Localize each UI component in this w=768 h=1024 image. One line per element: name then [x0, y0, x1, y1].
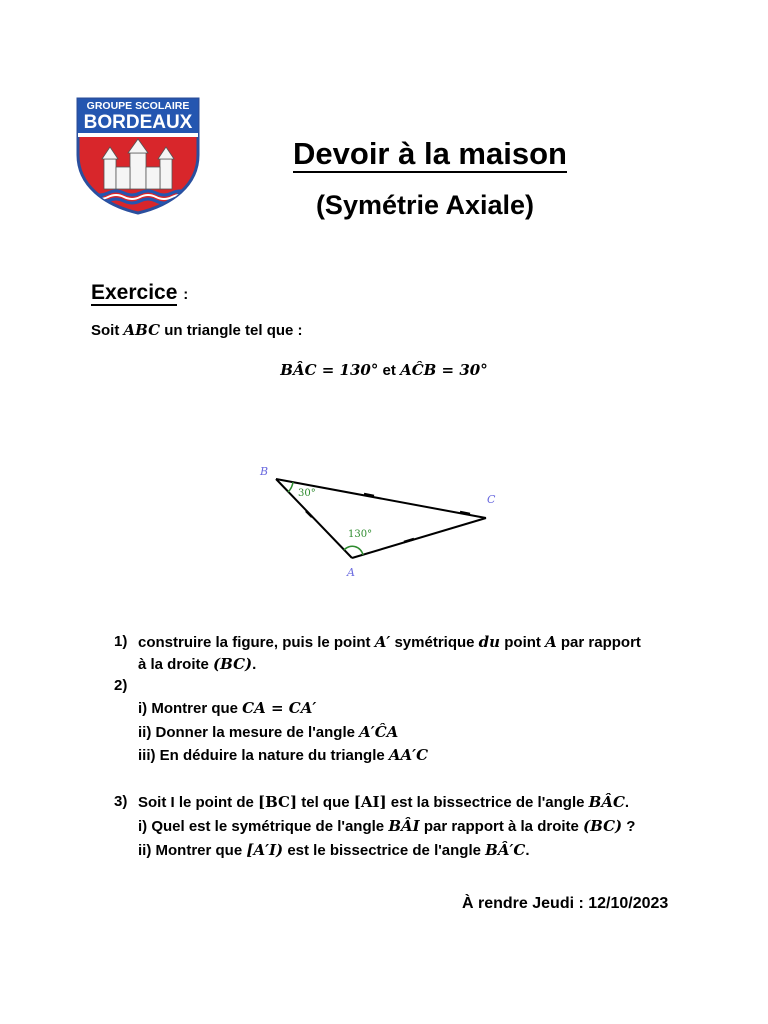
q3-ii-text-b: est le bissectrice de l'angle	[283, 842, 486, 859]
q3-i-math-bai: BÂI	[388, 817, 420, 835]
q3-text-c: est la bissectrice de l'angle	[386, 794, 589, 811]
q3-i-text-c: ?	[622, 818, 636, 835]
page-subtitle: (Symétrie Axiale)	[315, 190, 535, 220]
q3-text-b: tel que	[297, 794, 354, 811]
logo-line2: BORDEAUX	[83, 112, 193, 133]
q2-ii-math: A′ĈA	[359, 723, 399, 741]
triangle-figure	[252, 458, 502, 583]
q3-ii-math-bac: BÂ′C	[485, 841, 526, 859]
given-angles	[0, 360, 768, 381]
q1-l2-text-b: .	[252, 656, 257, 673]
q3-text-a: Soit I le point de	[138, 794, 258, 811]
due-date: À rendre Jeudi : 12/10/2023	[462, 895, 669, 912]
question-2-i	[138, 698, 316, 719]
q3-i-text-b: par rapport à la droite	[419, 818, 584, 835]
q2-i-math: CA = CA′	[242, 699, 317, 717]
page-title: Devoir à la maison	[293, 136, 567, 171]
q3-ii-text-a: ii) Montrer que	[138, 842, 247, 859]
q1-math-du: du	[478, 633, 501, 651]
exercise-heading	[91, 281, 188, 305]
vertex-label-a: A	[347, 566, 355, 579]
q2-iii-math: AA′C	[388, 746, 429, 764]
exercise-heading-colon: :	[183, 286, 189, 303]
q1-math-a: A	[545, 633, 557, 651]
question-2-iii	[138, 745, 428, 766]
question-1-number: 1)	[114, 633, 128, 650]
angle-label-b: 30°	[298, 488, 316, 499]
q3-i-math-bc: (BC)	[583, 817, 623, 835]
q1-l2-math-bc: (BC)	[213, 655, 253, 673]
q3-math-bac: BÂC	[588, 793, 625, 811]
question-3-i	[138, 816, 635, 837]
question-3-ii	[138, 840, 530, 861]
question-2-ii	[138, 722, 398, 743]
given-angle-acb: AĈB = 30°	[400, 361, 488, 379]
exercise-intro	[91, 320, 303, 341]
q1-math-a-prime: A′	[374, 633, 391, 651]
q3-ii-text-c: .	[525, 842, 530, 859]
q2-ii-text: ii) Donner la mesure de l'angle	[138, 724, 360, 741]
q3-i-text-a: i) Quel est le symétrique de l'angle	[138, 818, 389, 835]
angle-arc-b	[288, 482, 293, 492]
question-2-number: 2)	[114, 677, 128, 694]
question-1-line-1	[138, 632, 641, 653]
question-1-line-2	[138, 654, 256, 675]
vertex-label-c: C	[487, 493, 496, 506]
q1-text-a: construire la figure, puis le point	[138, 634, 375, 651]
given-separator: et	[378, 362, 401, 379]
intro-text-1: Soit	[91, 322, 124, 339]
q1-text-d: par rapport	[556, 634, 641, 651]
given-angle-bac: BÂC = 130°	[280, 361, 379, 379]
q3-ii-math-ai: [A′I)	[246, 841, 284, 859]
q3-math-ai: [AI]	[353, 793, 387, 811]
q1-text-c: point	[500, 634, 546, 651]
q1-text-b: symétrique	[390, 634, 479, 651]
q3-text-d: .	[624, 794, 630, 811]
angle-label-a: 130°	[348, 529, 373, 540]
intro-math: ABC	[123, 321, 161, 339]
intro-text-2: un triangle tel que :	[160, 322, 303, 339]
q2-iii-text: iii) En déduire la nature du triangle	[138, 747, 389, 764]
q2-i-text: i) Montrer que	[138, 700, 243, 717]
vertex-label-b: B	[260, 465, 269, 478]
side-ac	[352, 518, 486, 558]
q1-l2-text-a: à la droite	[138, 656, 214, 673]
exercise-heading-label: Exercice	[91, 281, 178, 304]
question-3-line-1	[138, 792, 629, 813]
logo-line1: GROUPE SCOLAIRE	[86, 100, 190, 112]
school-logo	[76, 97, 200, 215]
question-3-number: 3)	[114, 793, 128, 810]
q3-math-bc: [BC]	[258, 793, 298, 811]
